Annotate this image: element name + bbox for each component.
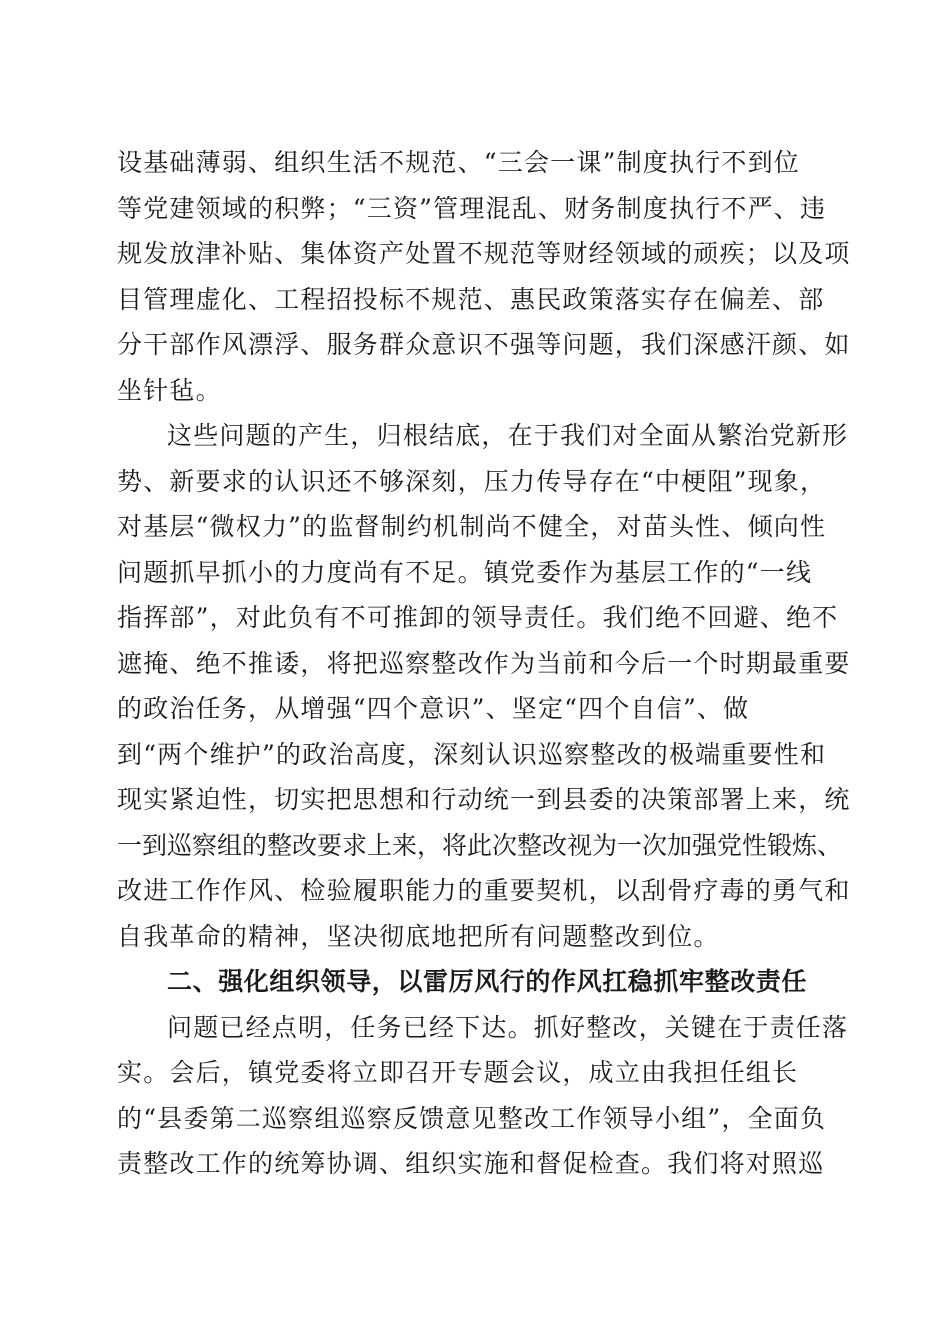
text-line: 这些问题的产生，归根结底，在于我们对全面从繁治党新形 xyxy=(167,421,849,450)
paragraph-continuation xyxy=(117,140,851,413)
text-line: 实。会后，镇党委将立即召开专题会议，成立由我担任组长 xyxy=(117,1058,799,1087)
text-line: 的“县委第二巡察组巡察反馈意见整改工作领导小组”，全面负 xyxy=(117,1103,827,1133)
text-line: 问题抓早抓小的力度尚有不足。镇党委作为基层工作的“一线 xyxy=(117,557,813,587)
text-line: 指挥部”，对此负有不可推卸的领导责任。我们绝不回避、绝不 xyxy=(117,603,839,632)
text-line: 到“两个维护”的政治高度，深刻认识巡察整改的极端重要性和 xyxy=(117,739,827,769)
heading-line: 二、强化组织领导，以雷厉风行的作风扛稳抓牢整改责任 xyxy=(167,967,808,996)
text-line: 对基层“微权力”的监督制约机制尚不健全，对苗头性、倾向性 xyxy=(117,512,827,541)
text-line: 规发放津补贴、集体资产处置不规范等财经领域的顽疾；以及项 xyxy=(117,239,851,268)
text-line: 责整改工作的统筹协调、组织实施和督促检查。我们将对照巡 xyxy=(117,1149,825,1178)
text-line: 目管理虚化、工程招投标不规范、惠民政策落实存在偏差、部 xyxy=(117,284,825,314)
paragraph-responsibility xyxy=(117,1005,849,1187)
section-heading xyxy=(117,959,833,1005)
text-line: 势、新要求的认识还不够深刻，压力传导存在“中梗阻”现象， xyxy=(117,466,827,496)
text-line: 等党建领域的积弊；“三资”管理混乱、财务制度执行不严、违 xyxy=(117,193,827,223)
text-line: 设基础薄弱、组织生活不规范、“三会一课”制度执行不到位 xyxy=(117,148,800,177)
text-line: 现实紧迫性，切实把思想和行动统一到县委的决策部署上来，统 xyxy=(117,785,851,814)
text-line: 一到巡察组的整改要求上来，将此次整改视为一次加强党性锻炼、 xyxy=(117,830,843,860)
text-line: 问题已经点明，任务已经下达。抓好整改，关键在于责任落 xyxy=(167,1012,849,1042)
text-line: 改进工作作风、检验履职能力的重要契机，以刮骨疗毒的勇气和 xyxy=(117,876,851,905)
text-line: 遮掩、绝不推诿，将把巡察整改作为当前和今后一个时期最重要 xyxy=(117,648,851,678)
document-body xyxy=(117,140,851,1187)
text-line: 的政治任务，从增强“四个意识”、坚定“四个自信”、做 xyxy=(117,694,750,723)
text-line: 自我革命的精神，坚决彻底地把所有问题整改到位。 xyxy=(117,921,720,951)
paragraph-problem-causes xyxy=(117,413,851,959)
text-line: 分干部作风漂浮、服务群众意识不强等问题，我们深感汗颜、如 xyxy=(117,330,851,359)
text-line: 坐针毡。 xyxy=(117,375,222,405)
